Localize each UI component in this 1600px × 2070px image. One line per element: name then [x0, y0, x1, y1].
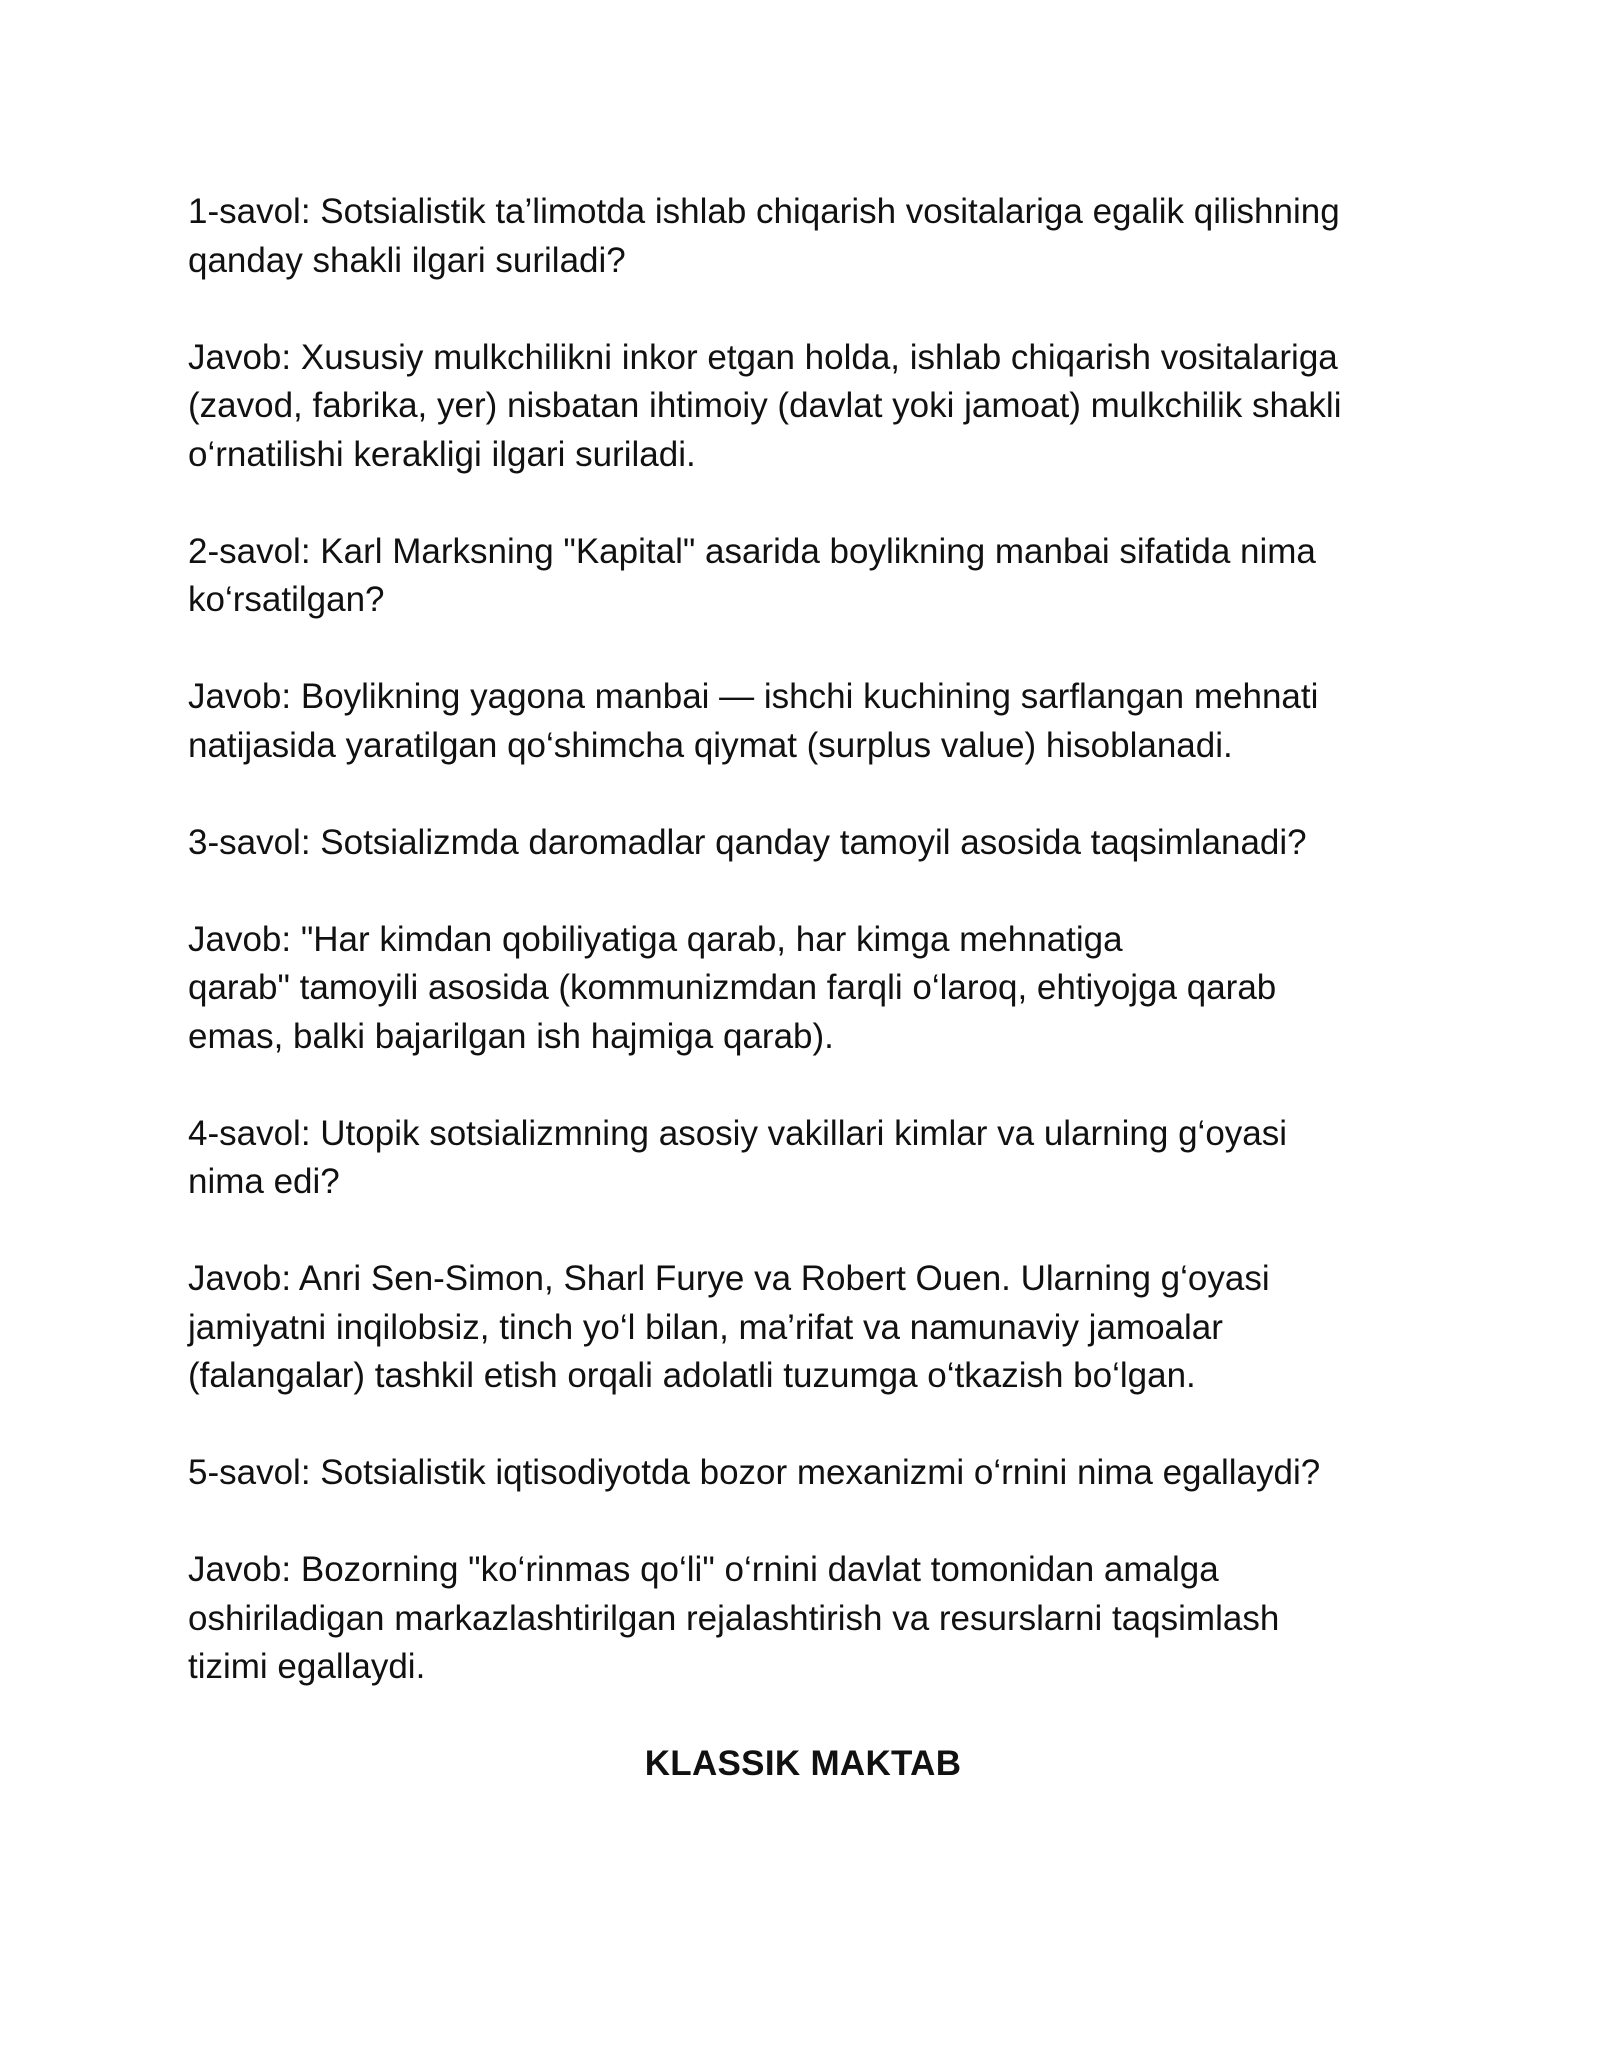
answer-3	[188, 916, 1418, 1062]
text-line: oshiriladigan markazlashtirilgan rejalashtirish va resurslarni taqsimlash	[188, 1598, 1280, 1638]
text-line: Javob: "Har kimdan qobiliyatiga qarab, har kimga mehnatiga	[188, 919, 1123, 959]
text-line: (zavod, fabrika, yer) nisbatan ihtimoiy (davlat yoki jamoat) mulkchilik shakli	[188, 386, 1342, 425]
text-line: o‘rnatilishi kerakligi ilgari suriladi.	[188, 434, 696, 474]
question-3	[188, 819, 1418, 868]
answer-2	[188, 673, 1418, 770]
answer-5	[188, 1546, 1418, 1692]
text-line: Javob: Boylikning yagona manbai — ishchi kuchining sarflangan mehnati	[188, 677, 1319, 716]
text-line: jamiyatni inqilobsiz, tinch yo‘l bilan, ma’rifat va namunaviy jamoalar	[188, 1307, 1223, 1347]
text-line: ko‘rsatilgan?	[188, 580, 385, 619]
text-line: tizimi egallaydi.	[188, 1647, 426, 1686]
section-heading: KLASSIK MAKTAB	[644, 1744, 962, 1783]
text-line: qarab" tamoyili asosida (kommunizmdan farqli o‘laroq, ehtiyojga qarab	[188, 968, 1277, 1007]
text-line: nima edi?	[188, 1162, 340, 1201]
document-body	[188, 188, 1418, 1789]
text-line: 2-savol: Karl Marksning "Kapital" asarida boylikning manbai sifatida nima	[188, 531, 1316, 571]
text-line: Javob: Xususiy mulkchilikni inkor etgan holda, ishlab chiqarish vositalariga	[188, 337, 1338, 377]
text-line: 3-savol: Sotsializmda daromadlar qanday tamoyil asosida taqsimlanadi?	[188, 822, 1307, 862]
answer-1	[188, 334, 1418, 480]
text-line: emas, balki bajarilgan ish hajmiga qarab).	[188, 1016, 834, 1056]
question-1	[188, 188, 1418, 285]
text-line: (falangalar) tashkil etish orqali adolatli tuzumga o‘tkazish bo‘lgan.	[188, 1356, 1196, 1395]
text-line: 1-savol: Sotsialistik ta’limotda ishlab chiqarish vositalariga egalik qilishning	[188, 192, 1340, 231]
text-line: 5-savol: Sotsialistik iqtisodiyotda bozor mexanizmi o‘rnini nima egallaydi?	[188, 1453, 1321, 1492]
text-line: Javob: Bozorning "ko‘rinmas qo‘li" o‘rnini davlat tomonidan amalga	[188, 1550, 1219, 1589]
text-line: qanday shakli ilgari suriladi?	[188, 240, 626, 280]
text-line: 4-savol: Utopik sotsializmning asosiy vakillari kimlar va ularning g‘oyasi	[188, 1113, 1288, 1153]
question-2	[188, 528, 1418, 625]
text-line: natijasida yaratilgan qo‘shimcha qiymat (surplus value) hisoblanadi.	[188, 725, 1233, 765]
question-5	[188, 1449, 1418, 1498]
question-4	[188, 1110, 1418, 1207]
text-line: Javob: Anri Sen-Simon, Sharl Furye va Robert Ouen. Ularning g‘oyasi	[188, 1259, 1270, 1298]
answer-4	[188, 1255, 1418, 1401]
